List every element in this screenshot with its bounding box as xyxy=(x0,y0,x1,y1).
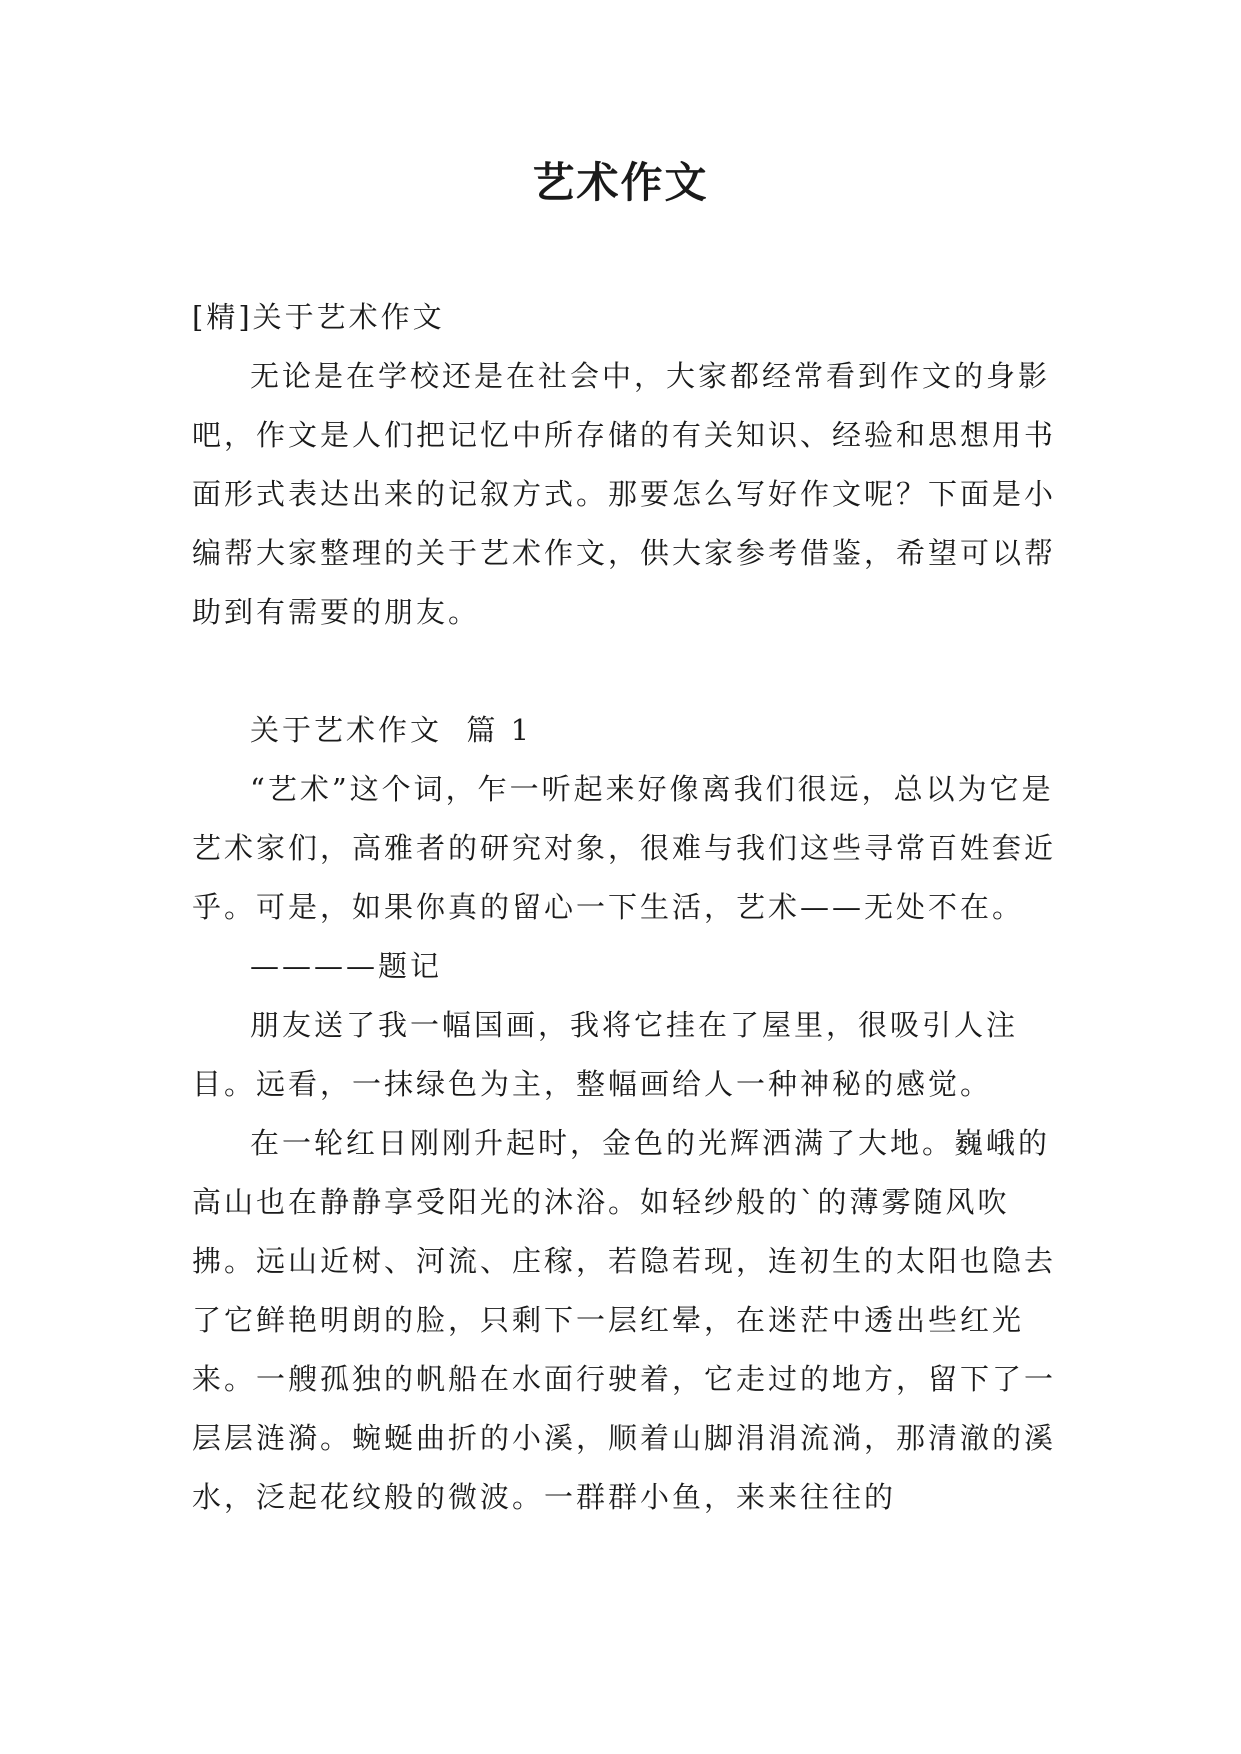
body-paragraph: 在一轮红日刚刚升起时，金色的光辉洒满了大地。巍峨的高山也在静静享受阳光的沐浴。如轻纱般的`的薄雾随风吹拂。远山近树、河流、庄稼，若隐若现，连初生的太阳也隐去了它鲜艳明朗的脸，只剩下一层红晕，在迷茫中透出些红光来。一艘孤独的帆船在水面行驶着，它走过的地方，留下了一层层涟漪。蜿蜒曲折的小溪，顺着山脚涓涓流淌，那清澈的溪水，泛起花纹般的微波。一群群小鱼，来来往往的 xyxy=(192,1126,1057,1514)
document-body xyxy=(192,288,1056,1527)
document-subtitle: [精]关于艺术作文 xyxy=(192,300,445,334)
body-paragraph: “艺术”这个词，乍一听起来好像离我们很远，总以为它是艺术家们，高雅者的研究对象，很难与我们这些寻常百姓套近乎。可是，如果你真的留心一下生活，艺术——无处不在。 xyxy=(192,772,1057,924)
intro-paragraph: 无论是在学校还是在社会中，大家都经常看到作文的身影吧，作文是人们把记忆中所存储的有关知识、经验和思想用书面形式表达出来的记叙方式。那要怎么写好作文呢？下面是小编帮大家整理的关于艺术作文，供大家参考借鉴，希望可以帮助到有需要的朋友。 xyxy=(192,359,1057,629)
section-spacer xyxy=(192,642,1056,701)
body-paragraph: 朋友送了我一幅国画，我将它挂在了屋里，很吸引人注目。远看，一抹绿色为主，整幅画给人一种神秘的感觉。 xyxy=(192,1008,1019,1101)
document-title: 艺术作文 xyxy=(532,158,709,207)
epigraph-attribution: ————题记 xyxy=(250,949,443,983)
section-heading: 关于艺术作文 篇 1 xyxy=(250,713,533,747)
